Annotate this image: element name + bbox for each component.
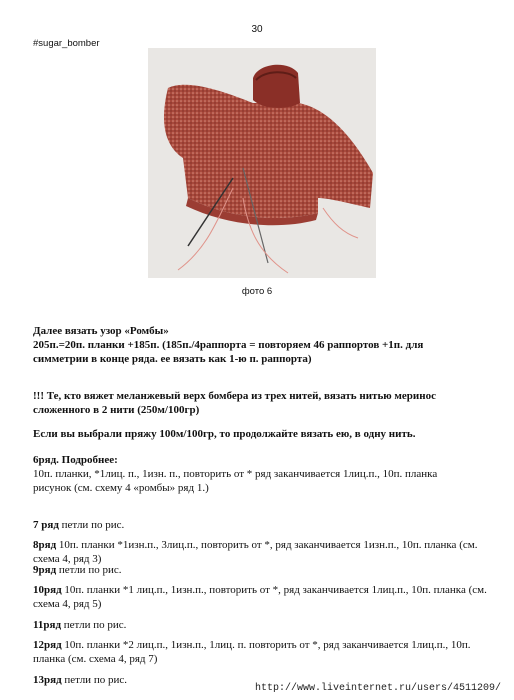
row-label: 12ряд	[33, 639, 62, 651]
intro-line: 205п.=20п. планки +185п. (185п./4раппорта = повторяем 46 раппортов +1п. для	[33, 339, 424, 351]
melange-note-line: сложенного в 2 нити (250м/100гр)	[33, 404, 200, 416]
row6-block	[33, 453, 488, 495]
row-text-cont: схема 4, ряд 3)	[33, 553, 102, 565]
row6-title: 6ряд. Подробнее:	[33, 454, 118, 466]
yarn-note-line: Если вы выбрали пряжу 100м/100гр, то продолжайте вязать ею, в одну нить.	[33, 428, 416, 440]
row-item	[33, 563, 488, 577]
photo-caption: фото 6	[241, 286, 273, 297]
row-label: 13ряд	[33, 674, 62, 686]
intro-heading: Далее вязать узор «Ромбы»	[33, 325, 169, 337]
knitting-photo	[148, 48, 376, 278]
row-item	[33, 618, 488, 632]
row-item	[33, 638, 488, 666]
melange-note-line: !!! Те, кто вяжет меланжевый верх бомбера из трех нитей, вязать нитью меринос	[33, 390, 436, 402]
row-label: 9ряд	[33, 564, 57, 576]
row6-line: рисунок (см. схему 4 «ромбы» ряд 1.)	[33, 482, 209, 494]
row-text: 10п. планки *1изн.п., 3лиц.п., повторить от *, ряд заканчивается 1изн.п., 10п. планка (см.	[56, 539, 478, 551]
row-item	[33, 538, 488, 566]
watermark-url: http://www.liveinternet.ru/users/4511209/	[255, 683, 502, 694]
row6-line: 10п. планки, *1лиц. п., 1изн. п., повторить от * ряд заканчивается 1лиц.п., 10п. планка	[33, 468, 438, 480]
intro-line: симметрии в конце ряда. ее вязать как 1-ю п. раппорта)	[33, 353, 312, 365]
row-item	[33, 583, 488, 611]
hashtag: #sugar_bomber	[33, 38, 100, 49]
row-label: 8ряд	[33, 539, 57, 551]
sweater-collar	[253, 65, 300, 108]
row-label: 11ряд	[33, 619, 62, 631]
row-text: петли по рис.	[56, 564, 122, 576]
yarn-note	[33, 427, 488, 441]
row-text: петли по рис.	[61, 674, 127, 686]
row-text: петли по рис.	[61, 619, 127, 631]
row-item	[33, 518, 488, 532]
sweater-illustration	[148, 48, 376, 278]
row-text-cont: планка (см. схема 4, ряд 7)	[33, 653, 158, 665]
row-text-cont: схема 4, ряд 5)	[33, 598, 102, 610]
intro-block	[33, 324, 488, 366]
row-text: петли по рис.	[58, 519, 125, 531]
melange-note	[33, 389, 488, 417]
page-number: 30	[251, 24, 263, 35]
row-label: 7 ряд	[33, 519, 59, 531]
row-text: 10п. планки *1 лиц.п., 1изн.п., повторить от *, ряд заканчивается 1лиц.п., 10п. планка (см.	[61, 584, 487, 596]
row-label: 10ряд	[33, 584, 62, 596]
row-text: 10п. планки *2 лиц.п., 1изн.п., 1лиц. п. повторить от *, ряд заканчивается 1лиц.п., 10п.	[61, 639, 471, 651]
